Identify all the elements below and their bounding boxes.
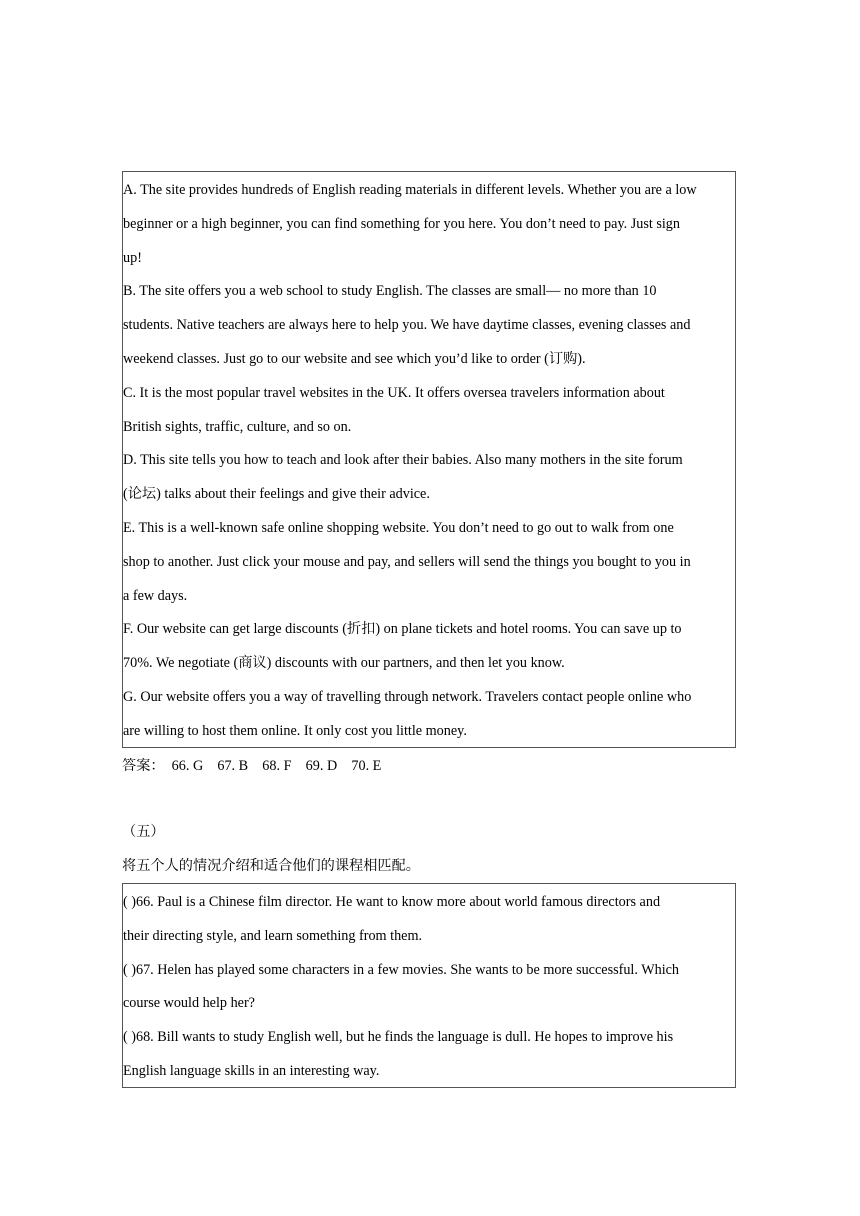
question-66-text: ( )66. Paul is a Chinese film director. He want to know more about world famous directors and bbox=[123, 894, 661, 910]
question-line bbox=[123, 1059, 735, 1093]
question-68-text: English language skills in an interesting way. bbox=[123, 1062, 380, 1079]
option-line bbox=[123, 719, 735, 753]
option-g-text: are willing to host them online. It only cost you little money. bbox=[123, 722, 467, 739]
option-a-text: beginner or a high beginner, you can find something for you here. You don’t need to pay. Just sign bbox=[123, 215, 680, 232]
question-line bbox=[123, 958, 735, 992]
option-line bbox=[123, 516, 735, 550]
option-c-text: C. It is the most popular travel websites in the UK. It offers oversea travelers information about bbox=[123, 384, 665, 401]
question-line bbox=[123, 991, 735, 1025]
option-b-text: B. The site offers you a web school to study English. The classes are small— no more than 10 bbox=[123, 283, 657, 300]
option-line bbox=[123, 313, 735, 347]
option-f-text: F. Our website can get large discounts (折扣) on plane tickets and hotel rooms. You can save up to bbox=[123, 621, 682, 638]
option-line bbox=[123, 178, 735, 212]
option-line bbox=[123, 584, 735, 618]
option-e-text: shop to another. Just click your mouse and pay, and sellers will send the things you bought to you in bbox=[123, 553, 691, 570]
option-b-text: students. Native teachers are always here to help you. We have daytime classes, evening classes and bbox=[123, 317, 691, 334]
questions-box bbox=[122, 883, 736, 1088]
question-line bbox=[123, 1025, 735, 1059]
option-a-text: A. The site provides hundreds of English reading materials in different levels. Whether you are a low bbox=[123, 182, 697, 198]
section-instruction: 将五个人的情况介绍和适合他们的课程相匹配。 bbox=[122, 858, 420, 874]
option-line bbox=[123, 347, 735, 381]
answer-key: 答案： 66. G 67. B 68. F 69. D 70. E bbox=[122, 758, 382, 774]
option-line bbox=[123, 415, 735, 449]
question-66-text: their directing style, and learn something from them. bbox=[123, 927, 423, 944]
question-67-text: course would help her? bbox=[123, 995, 255, 1012]
question-line bbox=[123, 890, 735, 924]
option-line bbox=[123, 550, 735, 584]
option-c-text: British sights, traffic, culture, and so on. bbox=[123, 418, 352, 435]
option-line bbox=[123, 482, 735, 516]
option-line bbox=[123, 651, 735, 685]
question-68-text: ( )68. Bill wants to study English well, but he finds the language is dull. He hopes to improve his bbox=[123, 1029, 674, 1046]
option-e-text: a few days. bbox=[123, 587, 188, 604]
question-67-text: ( )67. Helen has played some characters in a few movies. She wants to be more successful. Which bbox=[123, 961, 680, 978]
section-number: （五） bbox=[122, 824, 165, 840]
option-line bbox=[123, 381, 735, 415]
option-line bbox=[123, 279, 735, 313]
option-line bbox=[123, 617, 735, 651]
option-a-text: up! bbox=[123, 249, 142, 266]
option-line bbox=[123, 685, 735, 719]
options-box bbox=[122, 171, 736, 748]
option-b-text: weekend classes. Just go to our website and see which you’d like to order (订购). bbox=[123, 350, 586, 367]
option-line bbox=[123, 246, 735, 280]
option-line bbox=[123, 448, 735, 482]
option-g-text: G. Our website offers you a way of travelling through network. Travelers contact people online who bbox=[123, 688, 692, 705]
option-d-text: D. This site tells you how to teach and look after their babies. Also many mothers in the site forum bbox=[123, 452, 683, 469]
option-f-text: 70%. We negotiate (商议) discounts with our partners, and then let you know. bbox=[123, 655, 565, 672]
question-line bbox=[123, 924, 735, 958]
option-line bbox=[123, 212, 735, 246]
option-e-text: E. This is a well-known safe online shopping website. You don’t need to go out to walk from one bbox=[123, 519, 674, 536]
option-d-text: (论坛) talks about their feelings and give their advice. bbox=[123, 486, 430, 503]
